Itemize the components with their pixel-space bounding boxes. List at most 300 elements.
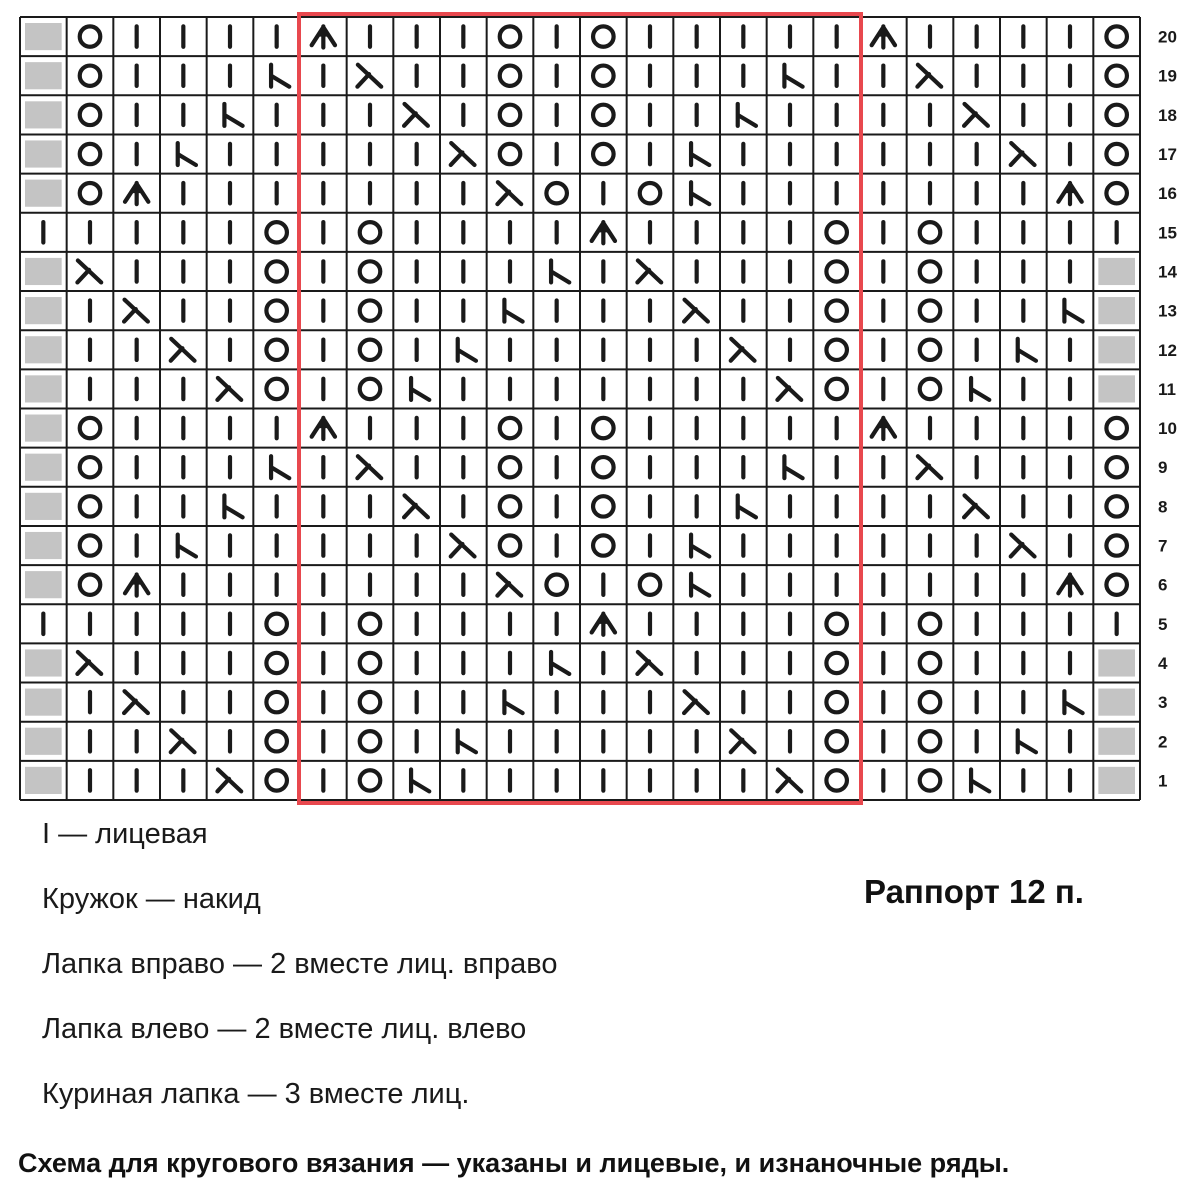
right-decrease-mark	[637, 652, 661, 674]
legend-double-decrease: Куриная лапка — 3 вместе лиц.	[42, 1078, 470, 1110]
double-decrease-fill	[875, 27, 892, 36]
left-leaning-decrease-cell	[458, 730, 476, 752]
yarn-over-cell	[1106, 574, 1127, 594]
yarn-over-cell	[360, 379, 381, 399]
yarn-over-mark	[80, 66, 101, 86]
yarn-over-cell	[500, 105, 521, 125]
yarn-over-cell	[360, 222, 381, 242]
edge-stitch-cell	[25, 297, 62, 324]
left-decrease-mark	[691, 535, 709, 557]
left-leaning-decrease-cell	[1018, 339, 1036, 361]
right-leaning-decrease-cell	[731, 339, 755, 361]
right-decrease-mark	[637, 261, 661, 283]
yarn-over-mark	[1106, 418, 1127, 438]
left-decrease-mark	[1018, 339, 1036, 361]
left-decrease-mark	[1064, 691, 1082, 713]
left-leaning-decrease-cell	[551, 652, 569, 674]
yarn-over-cell	[826, 261, 847, 281]
left-leaning-decrease-cell	[738, 495, 756, 517]
row-number: 18	[1158, 105, 1177, 125]
edge-stitch-cell	[25, 23, 62, 50]
left-leaning-decrease-cell	[224, 495, 242, 517]
right-leaning-decrease-cell	[497, 574, 521, 596]
left-decrease-mark	[971, 378, 989, 400]
yarn-over-mark	[1106, 66, 1127, 86]
double-decrease-cell	[312, 418, 335, 439]
right-leaning-decrease-cell	[917, 65, 941, 87]
edge-stitch-cell	[25, 767, 62, 794]
right-leaning-decrease-cell	[357, 65, 381, 87]
yarn-over-mark	[920, 731, 941, 751]
left-decrease-mark	[271, 65, 289, 87]
yarn-over-cell	[826, 614, 847, 634]
right-leaning-decrease-cell	[637, 652, 661, 674]
yarn-over-cell	[80, 535, 101, 555]
edge-stitch-mark	[1098, 336, 1135, 363]
row-number: 12	[1158, 340, 1177, 360]
yarn-over-mark	[266, 614, 287, 634]
edge-stitch-mark	[25, 375, 62, 402]
right-decrease-mark	[404, 104, 428, 126]
left-decrease-mark	[691, 143, 709, 165]
yarn-over-cell	[920, 614, 941, 634]
yarn-over-cell	[826, 653, 847, 673]
yarn-over-cell	[920, 261, 941, 281]
yarn-over-mark	[266, 379, 287, 399]
row-number: 10	[1158, 419, 1177, 439]
left-decrease-mark	[971, 769, 989, 791]
edge-stitch-mark	[25, 689, 62, 716]
right-decrease-mark	[964, 495, 988, 517]
right-decrease-mark	[451, 535, 475, 557]
edge-stitch-cell	[25, 454, 62, 481]
yarn-over-mark	[593, 66, 614, 86]
yarn-over-cell	[360, 731, 381, 751]
right-decrease-mark	[497, 182, 521, 204]
right-leaning-decrease-cell	[77, 261, 101, 283]
yarn-over-cell	[266, 653, 287, 673]
right-leaning-decrease-cell	[217, 378, 241, 400]
right-leaning-decrease-cell	[171, 339, 195, 361]
yarn-over-cell	[1106, 144, 1127, 164]
row-number: 14	[1158, 262, 1177, 282]
right-leaning-decrease-cell	[637, 261, 661, 283]
left-leaning-decrease-cell	[784, 65, 802, 87]
row-number: 7	[1158, 536, 1168, 556]
right-leaning-decrease-cell	[684, 300, 708, 322]
left-leaning-decrease-cell	[738, 104, 756, 126]
yarn-over-mark	[920, 340, 941, 360]
yarn-over-mark	[920, 770, 941, 790]
double-decrease-fill	[128, 184, 145, 193]
right-leaning-decrease-cell	[964, 104, 988, 126]
yarn-over-cell	[80, 457, 101, 477]
yarn-over-mark	[360, 222, 381, 242]
yarn-over-mark	[266, 261, 287, 281]
double-decrease-fill	[1062, 184, 1079, 193]
right-decrease-mark	[917, 65, 941, 87]
right-leaning-decrease-cell	[124, 300, 148, 322]
left-leaning-decrease-cell	[1018, 730, 1036, 752]
left-leaning-decrease-cell	[271, 65, 289, 87]
left-leaning-decrease-cell	[784, 456, 802, 478]
right-decrease-mark	[124, 300, 148, 322]
right-leaning-decrease-cell	[1011, 535, 1035, 557]
yarn-over-cell	[1106, 457, 1127, 477]
left-decrease-mark	[224, 495, 242, 517]
yarn-over-cell	[546, 574, 567, 594]
yarn-over-cell	[500, 496, 521, 516]
yarn-over-cell	[266, 300, 287, 320]
edge-stitch-mark	[25, 336, 62, 363]
double-decrease-fill	[875, 419, 892, 428]
yarn-over-mark	[500, 418, 521, 438]
yarn-over-mark	[826, 731, 847, 751]
yarn-over-mark	[500, 105, 521, 125]
edge-stitch-cell	[25, 649, 62, 676]
right-decrease-mark	[684, 300, 708, 322]
right-leaning-decrease-cell	[777, 769, 801, 791]
edge-stitch-mark	[1098, 689, 1135, 716]
yarn-over-mark	[1106, 105, 1127, 125]
edge-stitch-mark	[1098, 767, 1135, 794]
yarn-over-mark	[826, 614, 847, 634]
right-decrease-mark	[964, 104, 988, 126]
row-number: 20	[1158, 27, 1177, 47]
row-number: 2	[1158, 732, 1168, 752]
left-leaning-decrease-cell	[971, 769, 989, 791]
edge-stitch-cell	[1098, 728, 1135, 755]
row-number: 13	[1158, 301, 1177, 321]
edge-stitch-cell	[25, 336, 62, 363]
edge-stitch-cell	[25, 571, 62, 598]
left-decrease-mark	[738, 104, 756, 126]
edge-stitch-mark	[25, 649, 62, 676]
right-decrease-mark	[917, 456, 941, 478]
edge-stitch-cell	[1098, 689, 1135, 716]
yarn-over-mark	[920, 261, 941, 281]
yarn-over-mark	[500, 66, 521, 86]
left-decrease-mark	[178, 143, 196, 165]
yarn-over-mark	[500, 26, 521, 46]
yarn-over-cell	[826, 300, 847, 320]
yarn-over-mark	[500, 457, 521, 477]
yarn-over-mark	[1106, 574, 1127, 594]
yarn-over-mark	[593, 144, 614, 164]
double-decrease-cell	[592, 222, 615, 243]
yarn-over-cell	[920, 300, 941, 320]
left-decrease-mark	[551, 652, 569, 674]
edge-stitch-mark	[25, 258, 62, 285]
yarn-over-cell	[593, 26, 614, 46]
yarn-over-cell	[500, 457, 521, 477]
left-decrease-mark	[458, 730, 476, 752]
edge-stitch-mark	[25, 415, 62, 442]
edge-stitch-mark	[1098, 258, 1135, 285]
left-decrease-mark	[1064, 300, 1082, 322]
edge-stitch-mark	[25, 571, 62, 598]
yarn-over-cell	[920, 770, 941, 790]
yarn-over-mark	[266, 692, 287, 712]
edge-stitch-mark	[1098, 375, 1135, 402]
legend-knit: I — лицевая	[42, 818, 208, 850]
yarn-over-mark	[826, 379, 847, 399]
yarn-over-mark	[80, 457, 101, 477]
yarn-over-cell	[266, 340, 287, 360]
edge-stitch-mark	[25, 454, 62, 481]
edge-stitch-mark	[1098, 728, 1135, 755]
yarn-over-mark	[80, 26, 101, 46]
yarn-over-mark	[920, 692, 941, 712]
left-leaning-decrease-cell	[504, 691, 522, 713]
edge-stitch-mark	[25, 180, 62, 207]
yarn-over-mark	[1106, 183, 1127, 203]
left-leaning-decrease-cell	[178, 143, 196, 165]
yarn-over-cell	[920, 731, 941, 751]
right-leaning-decrease-cell	[777, 378, 801, 400]
edge-stitch-cell	[25, 258, 62, 285]
right-decrease-mark	[124, 691, 148, 713]
double-decrease-fill	[315, 27, 332, 36]
yarn-over-mark	[266, 340, 287, 360]
double-decrease-cell	[1058, 574, 1081, 595]
row-number: 5	[1158, 614, 1168, 634]
edge-stitch-cell	[25, 493, 62, 520]
yarn-over-mark	[80, 183, 101, 203]
right-leaning-decrease-cell	[497, 182, 521, 204]
right-leaning-decrease-cell	[77, 652, 101, 674]
right-decrease-mark	[777, 769, 801, 791]
yarn-over-cell	[1106, 183, 1127, 203]
right-leaning-decrease-cell	[451, 143, 475, 165]
yarn-over-mark	[360, 261, 381, 281]
edge-stitch-cell	[25, 689, 62, 716]
right-decrease-mark	[1011, 535, 1035, 557]
yarn-over-mark	[500, 535, 521, 555]
yarn-over-mark	[80, 496, 101, 516]
right-decrease-mark	[731, 339, 755, 361]
yarn-over-cell	[360, 300, 381, 320]
yarn-over-cell	[80, 496, 101, 516]
yarn-over-cell	[826, 692, 847, 712]
yarn-over-mark	[593, 418, 614, 438]
yarn-over-mark	[360, 692, 381, 712]
double-decrease-cell	[872, 26, 895, 47]
yarn-over-cell	[360, 340, 381, 360]
yarn-over-cell	[500, 418, 521, 438]
yarn-over-cell	[80, 66, 101, 86]
yarn-over-cell	[80, 574, 101, 594]
left-leaning-decrease-cell	[971, 378, 989, 400]
left-leaning-decrease-cell	[224, 104, 242, 126]
right-leaning-decrease-cell	[124, 691, 148, 713]
double-decrease-fill	[128, 575, 145, 584]
edge-stitch-cell	[1098, 258, 1135, 285]
edge-stitch-mark	[25, 62, 62, 89]
left-decrease-mark	[691, 182, 709, 204]
yarn-over-mark	[80, 105, 101, 125]
yarn-over-mark	[266, 222, 287, 242]
right-decrease-mark	[357, 65, 381, 87]
right-leaning-decrease-cell	[171, 730, 195, 752]
right-decrease-mark	[77, 261, 101, 283]
yarn-over-cell	[593, 496, 614, 516]
yarn-over-mark	[500, 496, 521, 516]
right-leaning-decrease-cell	[964, 495, 988, 517]
left-decrease-mark	[178, 535, 196, 557]
left-decrease-mark	[551, 261, 569, 283]
row-number: 17	[1158, 145, 1177, 165]
row-number: 11	[1158, 379, 1176, 399]
right-decrease-mark	[171, 730, 195, 752]
yarn-over-cell	[80, 144, 101, 164]
row-number: 4	[1158, 653, 1168, 673]
left-decrease-mark	[458, 339, 476, 361]
yarn-over-cell	[266, 692, 287, 712]
yarn-over-cell	[920, 340, 941, 360]
yarn-over-cell	[593, 535, 614, 555]
edge-stitch-cell	[1098, 375, 1135, 402]
yarn-over-cell	[826, 222, 847, 242]
right-leaning-decrease-cell	[404, 104, 428, 126]
left-decrease-mark	[411, 378, 429, 400]
yarn-over-cell	[266, 261, 287, 281]
yarn-over-cell	[1106, 418, 1127, 438]
yarn-over-mark	[546, 183, 567, 203]
left-leaning-decrease-cell	[411, 769, 429, 791]
left-decrease-mark	[271, 456, 289, 478]
yarn-over-cell	[640, 183, 661, 203]
double-decrease-cell	[872, 418, 895, 439]
yarn-over-mark	[266, 653, 287, 673]
yarn-over-cell	[500, 66, 521, 86]
right-decrease-mark	[777, 378, 801, 400]
left-leaning-decrease-cell	[551, 261, 569, 283]
yarn-over-mark	[593, 26, 614, 46]
yarn-over-cell	[360, 261, 381, 281]
edge-stitch-cell	[25, 140, 62, 167]
yarn-over-mark	[826, 300, 847, 320]
left-leaning-decrease-cell	[691, 143, 709, 165]
yarn-over-mark	[266, 770, 287, 790]
edge-stitch-cell	[25, 728, 62, 755]
yarn-over-mark	[360, 731, 381, 751]
row-number: 8	[1158, 497, 1168, 517]
yarn-over-cell	[1106, 535, 1127, 555]
edge-stitch-cell	[1098, 649, 1135, 676]
yarn-over-cell	[500, 26, 521, 46]
yarn-over-cell	[826, 731, 847, 751]
yarn-over-cell	[360, 614, 381, 634]
right-leaning-decrease-cell	[684, 691, 708, 713]
yarn-over-cell	[920, 379, 941, 399]
yarn-over-mark	[826, 770, 847, 790]
yarn-over-cell	[826, 379, 847, 399]
repeat-label: Раппорт 12 п.	[864, 873, 1084, 910]
left-leaning-decrease-cell	[411, 378, 429, 400]
right-leaning-decrease-cell	[731, 730, 755, 752]
right-leaning-decrease-cell	[917, 456, 941, 478]
yarn-over-mark	[360, 770, 381, 790]
edge-stitch-cell	[25, 180, 62, 207]
double-decrease-cell	[592, 614, 615, 635]
double-decrease-cell	[312, 26, 335, 47]
double-decrease-fill	[595, 614, 612, 623]
left-decrease-mark	[224, 104, 242, 126]
yarn-over-cell	[80, 105, 101, 125]
row-number: 15	[1158, 223, 1177, 243]
yarn-over-cell	[500, 144, 521, 164]
left-leaning-decrease-cell	[504, 300, 522, 322]
scheme-note: Схема для кругового вязания — указаны и лицевые, и изнаночные ряды.	[18, 1148, 1010, 1178]
yarn-over-mark	[920, 653, 941, 673]
left-decrease-mark	[1018, 730, 1036, 752]
left-leaning-decrease-cell	[691, 574, 709, 596]
yarn-over-mark	[80, 574, 101, 594]
left-decrease-mark	[784, 65, 802, 87]
edge-stitch-mark	[25, 728, 62, 755]
yarn-over-mark	[546, 574, 567, 594]
edge-stitch-mark	[25, 140, 62, 167]
yarn-over-mark	[1106, 26, 1127, 46]
edge-stitch-mark	[25, 23, 62, 50]
left-leaning-decrease-cell	[271, 456, 289, 478]
yarn-over-mark	[266, 731, 287, 751]
right-decrease-mark	[497, 574, 521, 596]
yarn-over-cell	[593, 105, 614, 125]
edge-stitch-mark	[25, 493, 62, 520]
legend-yarn-over: Кружок — накид	[42, 883, 261, 915]
right-leaning-decrease-cell	[451, 535, 475, 557]
yarn-over-mark	[80, 418, 101, 438]
left-leaning-decrease-cell	[691, 535, 709, 557]
edge-stitch-cell	[1098, 297, 1135, 324]
edge-stitch-cell	[25, 375, 62, 402]
yarn-over-cell	[546, 183, 567, 203]
yarn-over-mark	[80, 144, 101, 164]
right-decrease-mark	[731, 730, 755, 752]
yarn-over-cell	[80, 418, 101, 438]
yarn-over-cell	[266, 770, 287, 790]
yarn-over-mark	[826, 222, 847, 242]
yarn-over-mark	[826, 261, 847, 281]
yarn-over-cell	[80, 26, 101, 46]
right-leaning-decrease-cell	[404, 495, 428, 517]
yarn-over-cell	[1106, 66, 1127, 86]
yarn-over-mark	[360, 379, 381, 399]
yarn-over-cell	[80, 183, 101, 203]
yarn-over-mark	[360, 300, 381, 320]
yarn-over-cell	[593, 457, 614, 477]
yarn-over-mark	[1106, 457, 1127, 477]
left-decrease-mark	[691, 574, 709, 596]
edge-stitch-mark	[25, 101, 62, 128]
yarn-over-mark	[1106, 496, 1127, 516]
yarn-over-mark	[1106, 535, 1127, 555]
yarn-over-mark	[360, 614, 381, 634]
yarn-over-mark	[640, 574, 661, 594]
edge-stitch-cell	[25, 415, 62, 442]
yarn-over-cell	[266, 614, 287, 634]
yarn-over-cell	[360, 770, 381, 790]
right-decrease-mark	[217, 378, 241, 400]
edge-stitch-mark	[25, 767, 62, 794]
right-leaning-decrease-cell	[217, 769, 241, 791]
yarn-over-mark	[826, 340, 847, 360]
row-number: 1	[1158, 771, 1168, 791]
yarn-over-mark	[826, 692, 847, 712]
double-decrease-cell	[1058, 183, 1081, 204]
